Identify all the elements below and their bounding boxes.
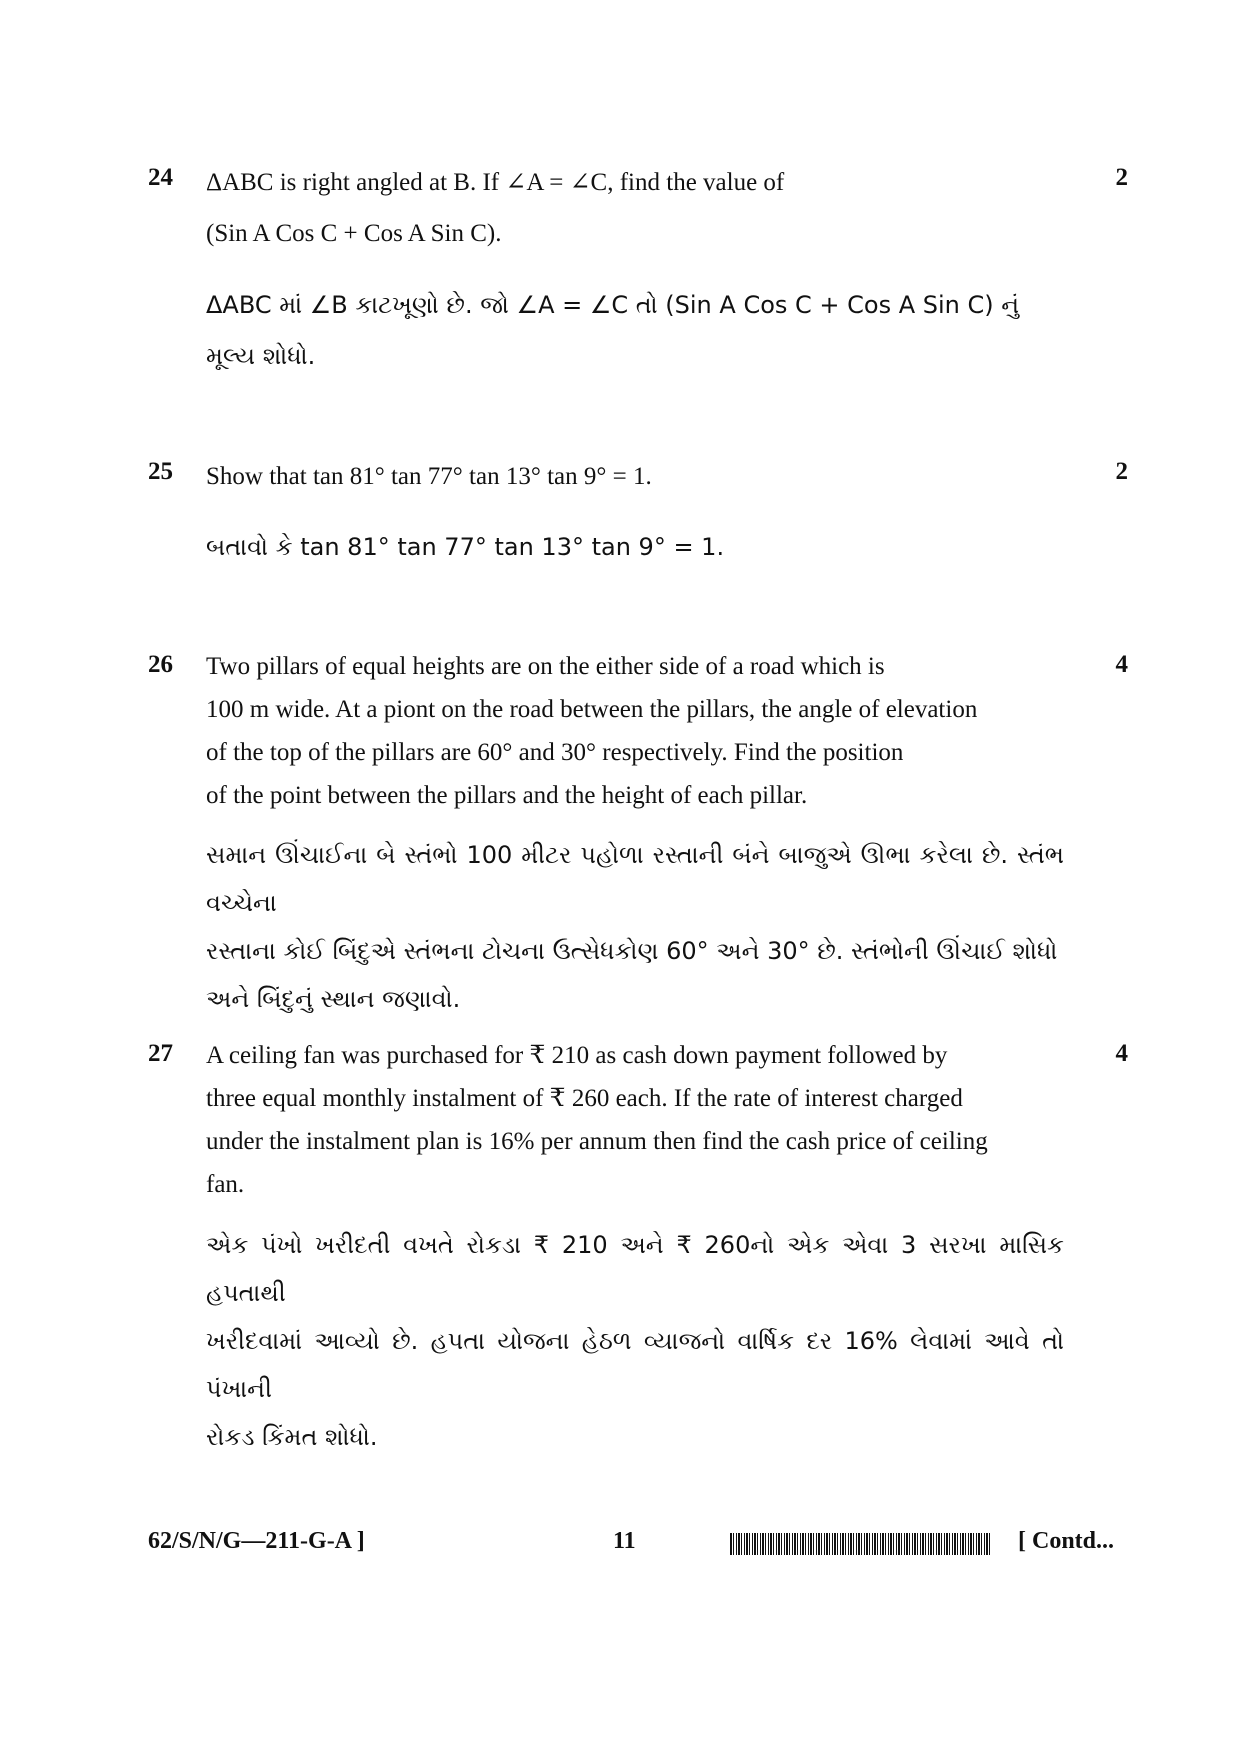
page-footer xyxy=(148,1528,1128,1564)
text-line: રોકડ કિંમત શોધો. xyxy=(206,1423,378,1451)
text-line: (Sin A Cos C + Cos A Sin C). xyxy=(206,220,502,247)
question-number: 27 xyxy=(148,1040,173,1067)
question-marks: 4 xyxy=(1115,651,1128,678)
text-line: Two pillars of equal heights are on the either side of a road which is xyxy=(206,653,885,680)
question-text-english xyxy=(206,160,1064,257)
text-line: મૂલ્ય શોધો. xyxy=(206,342,316,370)
question-text-english xyxy=(206,454,1064,500)
question-text-gujarati xyxy=(206,831,1064,1023)
question-text-gujarati xyxy=(206,282,1064,379)
text-line: of the top of the pillars are 60° and 30° respectively. Find the position xyxy=(206,739,904,766)
text-line: under the instalment plan is 16% per annum then find the cash price of ceiling xyxy=(206,1128,988,1155)
question-text-english xyxy=(206,645,1064,817)
question-25 xyxy=(148,458,1128,568)
text-line: બતાવો કે tan 81° tan 77° tan 13° tan 9° = 1. xyxy=(206,533,725,561)
page-number: 11 xyxy=(613,1528,636,1554)
question-text-gujarati xyxy=(206,524,1064,570)
text-line: રસ્તાના કોઈ બિંદુએ સ્તંભના ટોચના ઉત્સેધકોણ 60° અને 30° છે. સ્તંભોની ઊંચાઈ શોધો xyxy=(206,937,1058,965)
text-line: 100 m wide. At a piont on the road between the pillars, the angle of elevation xyxy=(206,696,978,723)
text-line: ખરીદવામાં આવ્યો છે. હપતા યોજના હેઠળ વ્યાજનો વાર્ષિક દર 16% લેવામાં આવે તો પંખાની xyxy=(206,1327,1064,1403)
continued-label: [ Contd... xyxy=(1018,1528,1115,1554)
question-marks: 2 xyxy=(1115,164,1128,191)
text-line: ΔABC માં ∠B કાટખૂણો છે. જો ∠A = ∠C તો (Sin A Cos C + Cos A Sin C) નું xyxy=(206,291,1020,319)
text-line: અને બિંદુનું સ્થાન જણાવો. xyxy=(206,985,461,1013)
text-line: ΔABC is right angled at B. If ∠A = ∠C, find the value of xyxy=(206,169,785,196)
question-number: 25 xyxy=(148,458,173,485)
question-27 xyxy=(148,1040,1128,1490)
text-line: Show that tan 81° tan 77° tan 13° tan 9° = 1. xyxy=(206,463,652,490)
paper-code: 62/S/N/G—211-G-A ] xyxy=(148,1528,365,1554)
question-number: 24 xyxy=(148,164,173,191)
text-line: fan. xyxy=(206,1171,245,1198)
text-line: એક પંખો ખરીદતી વખતે રોકડા ₹ 210 અને ₹ 260નો એક એવા 3 સરખા માસિક હપતાથી xyxy=(206,1231,1064,1307)
text-line: of the point between the pillars and the height of each pillar. xyxy=(206,782,808,809)
text-line: three equal monthly instalment of ₹ 260 each. If the rate of interest charged xyxy=(206,1085,963,1112)
question-text-english xyxy=(206,1034,1064,1206)
text-line: સમાન ઊંચાઈના બે સ્તંભો 100 મીટર પહોળા રસ્તાની બંને બાજુએ ઊભા કરેલા છે. સ્તંભ વચ્ચેના xyxy=(206,841,1064,917)
question-24 xyxy=(148,164,1128,384)
text-line: A ceiling fan was purchased for ₹ 210 as cash down payment followed by xyxy=(206,1042,948,1069)
question-text-gujarati xyxy=(206,1221,1064,1461)
question-marks: 4 xyxy=(1115,1040,1128,1067)
question-26 xyxy=(148,651,1128,1013)
question-number: 26 xyxy=(148,651,173,678)
question-marks: 2 xyxy=(1115,458,1128,485)
barcode xyxy=(730,1533,990,1555)
